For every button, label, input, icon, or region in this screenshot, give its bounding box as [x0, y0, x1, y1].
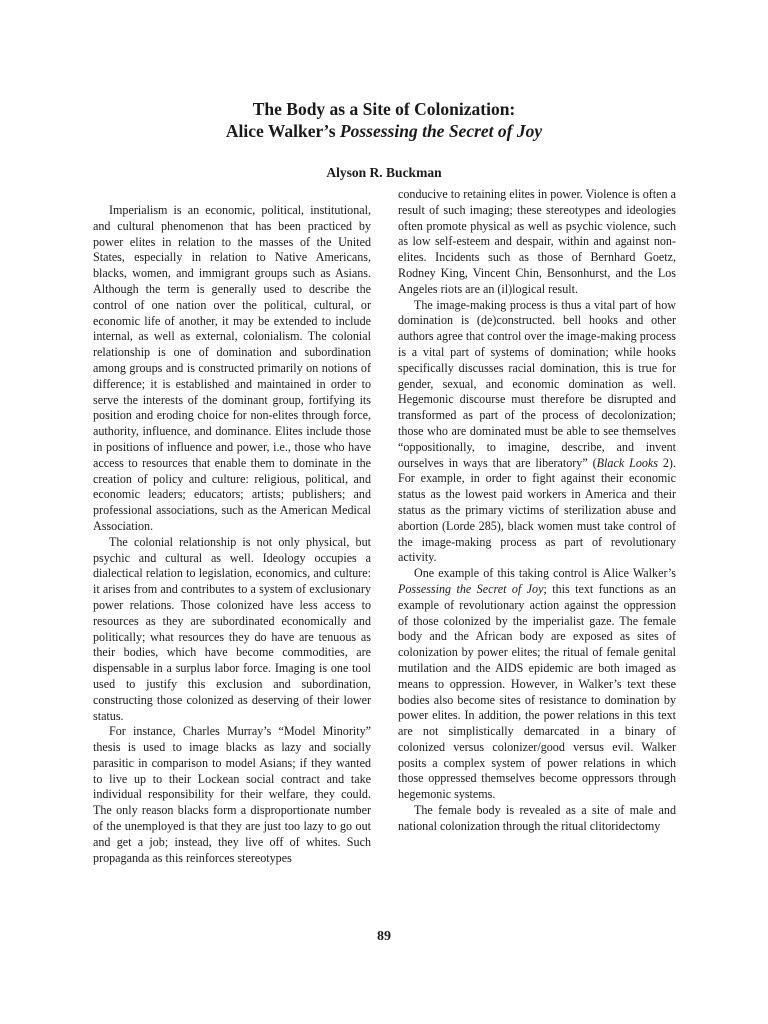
book-title: Possessing the Secret of Joy	[398, 581, 544, 596]
paragraph: The female body is revealed as a site of male and national colonization through the ritual clitoridectomy	[398, 803, 676, 833]
text-run: 2). For example, in order to fight against their economic status as the lowest paid workers in America and their status as the primary victims of sterilization abuse and abortion (Lorde 285), black women must take control of the image-making process as part of revolutionary activity.	[398, 455, 676, 565]
paragraph: Imperialism is an economic, political, institutional, and cultural phenomenon that has been practiced by power elites in relation to the masses of the United States, especially in relation to Native Americans, blacks, women, and immigrant groups such as Asians. Although the term is generally used to describe the control of one nation over the political, cultural, or economic life of another, it may be extended to include internal, as well as external, colonialism. The colonial relationship is one of domination and subordination among groups and is constructed primarily on notions of difference; it is established and maintained in order to serve the interests of the dominant group, fortifying its position and eroding choice for non-elites through force, authority, influence, and dominance. Elites include those in positions of influence and power, i.e., those who have access to resources that enable them to dominate in the creation of policy and culture: religious, political, and economic leaders; educators; artists; publishers; and professional associations, such as the American Medical Association.	[93, 203, 371, 533]
title-book-name: Possessing the Secret of Joy	[339, 121, 543, 141]
author-name: Alyson R. Buckman	[326, 165, 442, 180]
text-run: ; this text functions as an example of revolutionary action against the oppression of those colonized by the imperialist gaze. The female body and the African body are exposed as sites of colonization by power elites; the ritual of female genital mutilation and the AIDS epidemic are both imaged as means to oppression. However, in Walker’s text these bodies also become sites of resistance to domination by power elites. In addition, the power relations in this text are not simplistically demarcated in a binary of colonized versus colonizer/good versus evil. Walker posits a complex system of power relations in which those oppressed themselves become oppressors through hegemonic systems.	[398, 581, 676, 802]
paragraph: conducive to retaining elites in power. Violence is often a result of such imaging; these stereotypes and ideologies often promote physical as well as psychic violence, such as low self-esteem and despair, within and against non-elites. Incidents such as those of Bernhard Goetz, Rodney King, Vincent Chin, Bensonhurst, and the Los Angeles riots are an (il)logical result.	[398, 187, 676, 296]
title-line-1: The Body as a Site of Colonization:	[252, 99, 516, 119]
paragraph	[398, 298, 676, 567]
page-number: 89	[377, 929, 391, 944]
paragraph: The colonial relationship is not only physical, but psychic and cultural as well. Ideology occupies a dialectical relation to legislation, economics, and culture: it arises from and contributes to a system of exclusionary power relations. Those colonized have less access to resources as they are subordinated economically and politically; what resources they do have are tenuous as their bodies, which have become commodities, are dispensable in a surplus labor force. Imaging is one tool used to justify this exclusion and subordination, constructing those colonized as deserving of their lower status.	[93, 534, 371, 723]
text-run: One example of this taking control is Alice Walker’s	[414, 566, 676, 581]
text-run: The image-making process is thus a vital part of how domination is (de)constructed. bell hooks and other authors agree that control over the image-making process is a vital part of systems of domination; while hooks specifically discusses racial domination, this is true for gender, sexual, and economic domination as well. Hegemonic discourse must therefore be disrupted and transformed as part of the process of decolonization; those who are dominated must be able to see themselves “oppositionally, to imagine, describe, and invent ourselves in ways that are liberatory” (	[398, 297, 676, 470]
article-title	[0, 98, 768, 142]
paragraph: For instance, Charles Murray’s “Model Minority” thesis is used to image blacks as lazy and socially parasitic in comparison to model Asians; if they wanted to live up to their Lockean social contract and take individual responsibility for their welfare, they could. The only reason blacks form a disproportionate number of the unemployed is that they are just too lazy to go out and get a job; instead, they live off of whites. Such propaganda as this reinforces stereotypes	[93, 724, 371, 865]
citation-title: Black Looks	[596, 455, 658, 470]
left-column	[93, 203, 371, 866]
title-line-2	[0, 120, 768, 142]
right-column	[398, 187, 676, 835]
paragraph	[398, 566, 676, 803]
title-line-2-prefix: Alice Walker’s	[225, 121, 340, 141]
